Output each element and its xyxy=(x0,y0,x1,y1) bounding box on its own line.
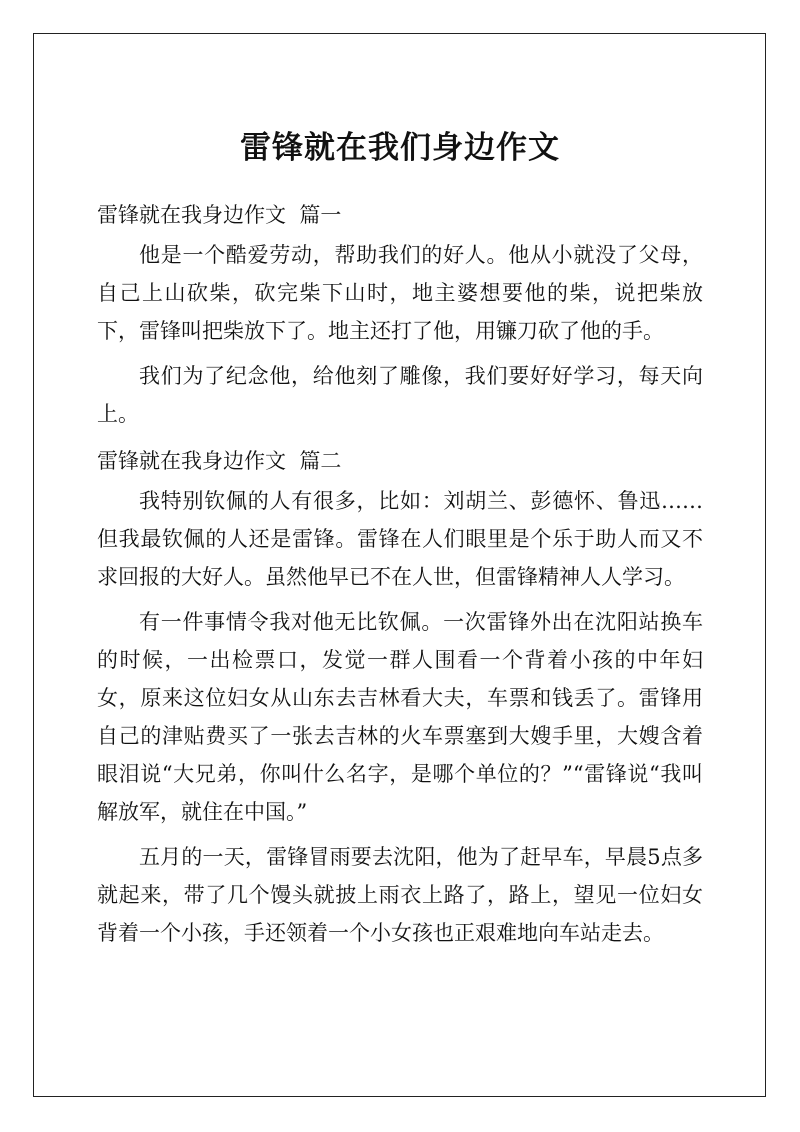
section-2 xyxy=(97,440,703,952)
section-heading: 雷锋就在我身边作文 篇一 xyxy=(97,203,342,227)
section-heading: 雷锋就在我身边作文 篇二 xyxy=(97,449,342,473)
section-1 xyxy=(97,194,703,433)
paragraph: 我特别钦佩的人有很多，比如：刘胡兰、彭德怀、鲁迅……但我最钦佩的人还是雷锋。雷锋在人们眼里是个乐于助人而又不求回报的大好人。虽然他早已不在人世，但雷锋精神人人学习。 xyxy=(97,489,703,589)
paragraph: 我们为了纪念他，给他刻了雕像，我们要好好学习，每天向上。 xyxy=(97,364,703,426)
paragraph: 五月的一天，雷锋冒雨要去沈阳，他为了赶早车，早晨5点多就起来，带了几个馒头就披上雨衣上路了，路上，望见一位妇女背着一个小孩，手还领着一个小女孩也正艰难地向车站走去。 xyxy=(97,845,703,945)
paragraph: 有一件事情令我对他无比钦佩。一次雷锋外出在沈阳站换车的时候，一出检票口，发觉一群人围看一个背着小孩的中年妇女，原来这位妇女从山东去吉林看大夫，车票和钱丢了。雷锋用自己的津贴费买了一张去吉林的火车票塞到大嫂手里，大嫂含着眼泪说“大兄弟，你叫什么名字，是哪个单位的？”“雷锋说“我叫解放军，就住在中国。” xyxy=(97,610,703,824)
paragraph: 他是一个酷爱劳动，帮助我们的好人。他从小就没了父母，自己上山砍柴，砍完柴下山时，地主婆想要他的柴，说把柴放下，雷锋叫把柴放下了。地主还打了他，用镰刀砍了他的手。 xyxy=(97,243,703,343)
document-title: 雷锋就在我们身边作文 xyxy=(240,130,560,166)
document-body xyxy=(97,194,703,959)
